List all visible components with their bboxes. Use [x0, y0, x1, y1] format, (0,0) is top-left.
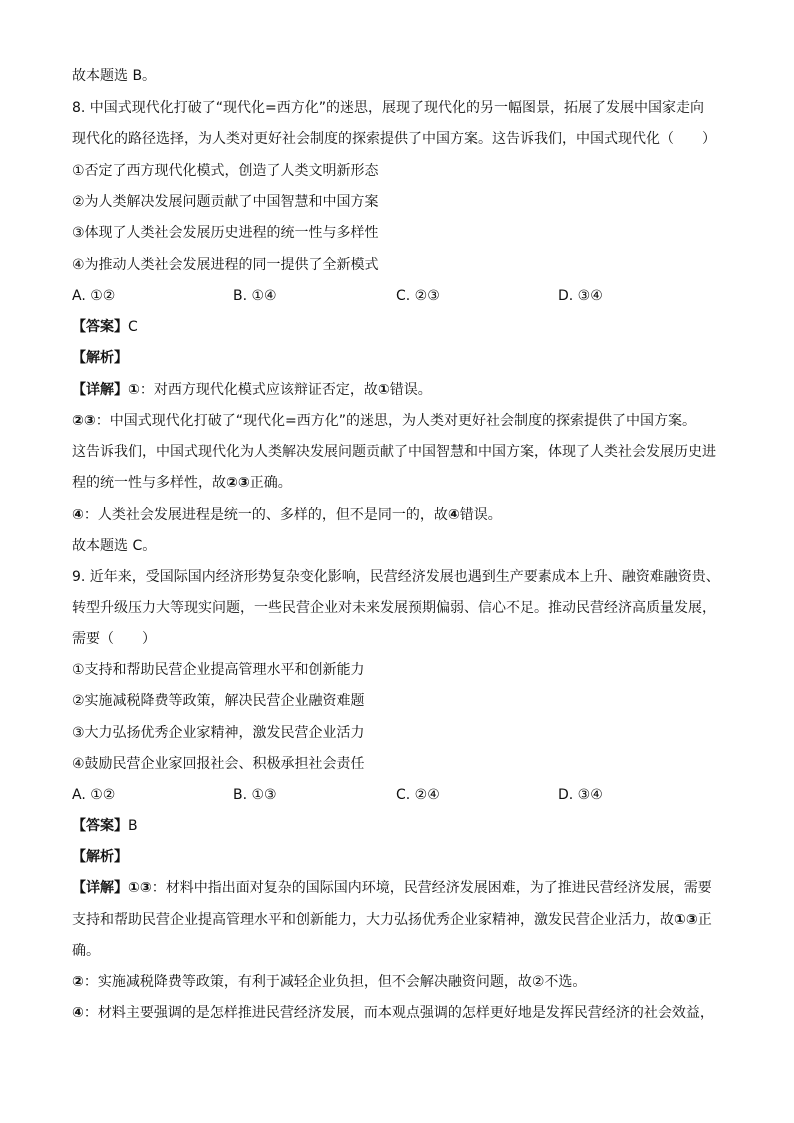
- q8-statement-1: ①否定了西方现代化模式，创造了人类文明新形态: [72, 163, 379, 179]
- q8-statement-4: ④为推动人类社会发展进程的同一提供了全新模式: [72, 257, 379, 273]
- q8-detail-2: ②③：中国式现代化打破了“现代化=西方化”的迷思，为人类对更好社会制度的探索提供了中国方案。: [72, 413, 696, 429]
- q9-detail-5: ④：材料主要强调的是怎样推进民营经济发展，而本观点强调的怎样更好地是发挥民营经济的社会效益，: [72, 1005, 714, 1021]
- q9-option-d: D. ③④: [558, 787, 603, 803]
- q8-answer: 【答案】C: [72, 319, 138, 335]
- q8-detail-4: 程的统一性与多样性，故②③正确。: [72, 475, 292, 491]
- q8-option-b: B. ①④: [233, 288, 277, 304]
- q8-option-c: C. ②③: [396, 288, 440, 304]
- q9-stem-line-3: 需要（ ）: [72, 631, 156, 647]
- q9-detail-4: ②：实施减税降费等政策，有利于减轻企业负担，但不会解决融资问题，故②不选。: [72, 974, 587, 990]
- q8-detail-5: ④：人类社会发展进程是统一的、多样的，但不是同一的，故④错误。: [72, 507, 502, 523]
- q9-stem-line-1: 9. 近年来，受国际国内经济形势复杂变化影响，民营经济发展也遇到生产要素成本上升、融资难融资贵、: [72, 569, 720, 585]
- q9-statement-1: ①支持和帮助民营企业提高管理水平和创新能力: [72, 662, 365, 678]
- q8-statement-2: ②为人类解决发展问题贡献了中国智慧和中国方案: [72, 194, 379, 210]
- q9-option-b: B. ①③: [233, 787, 277, 803]
- q9-analysis-heading: 【解析】: [72, 849, 128, 865]
- q9-detail-1: 【详解】①③：材料中指出面对复杂的国际国内环境，民营经济发展困难，为了推进民营经济发展，需要: [72, 880, 712, 896]
- q9-stem-line-2: 转型升级压力大等现实问题，一些民营企业对未来发展预期偏弱、信心不足。推动民营经济高质量发展，: [72, 600, 716, 616]
- q9-statement-2: ②实施减税降费等政策，解决民营企业融资难题: [72, 693, 365, 709]
- q9-option-a: A. ①②: [72, 787, 116, 803]
- conclusion-prev: 故本题选 B。: [72, 68, 157, 84]
- q8-stem-line-1: 8. 中国式现代化打破了“现代化=西方化”的迷思，展现了现代化的另一幅图景，拓展了发展中国家走向: [72, 100, 705, 116]
- q9-statement-4: ④鼓励民营企业家回报社会、积极承担社会责任: [72, 756, 365, 772]
- q9-detail-2: 支持和帮助民营企业提高管理水平和创新能力，大力弘扬优秀企业家精神，激发民营企业活力，故①③正: [72, 912, 712, 928]
- q8-option-d: D. ③④: [558, 288, 603, 304]
- q8-option-a: A. ①②: [72, 288, 116, 304]
- q8-detail-1: 【详解】①：对西方现代化模式应该辩证否定，故①错误。: [72, 382, 432, 398]
- q8-conclusion: 故本题选 C。: [72, 538, 157, 554]
- q8-detail-3: 这告诉我们，中国式现代化为人类解决发展问题贡献了中国智慧和中国方案，体现了人类社会发展历史进: [72, 444, 716, 460]
- q9-statement-3: ③大力弘扬优秀企业家精神，激发民营企业活力: [72, 725, 365, 741]
- q8-analysis-heading: 【解析】: [72, 350, 128, 366]
- answer-tag: 【答案】: [72, 319, 128, 335]
- q9-answer: 【答案】B: [72, 818, 138, 834]
- q9-option-c: C. ②④: [396, 787, 440, 803]
- q9-detail-3: 确。: [72, 943, 100, 959]
- q8-statement-3: ③体现了人类社会发展历史进程的统一性与多样性: [72, 225, 379, 241]
- q8-stem-line-2: 现代化的路径选择，为人类对更好社会制度的探索提供了中国方案。这告诉我们，中国式现代化（ ）: [72, 131, 716, 147]
